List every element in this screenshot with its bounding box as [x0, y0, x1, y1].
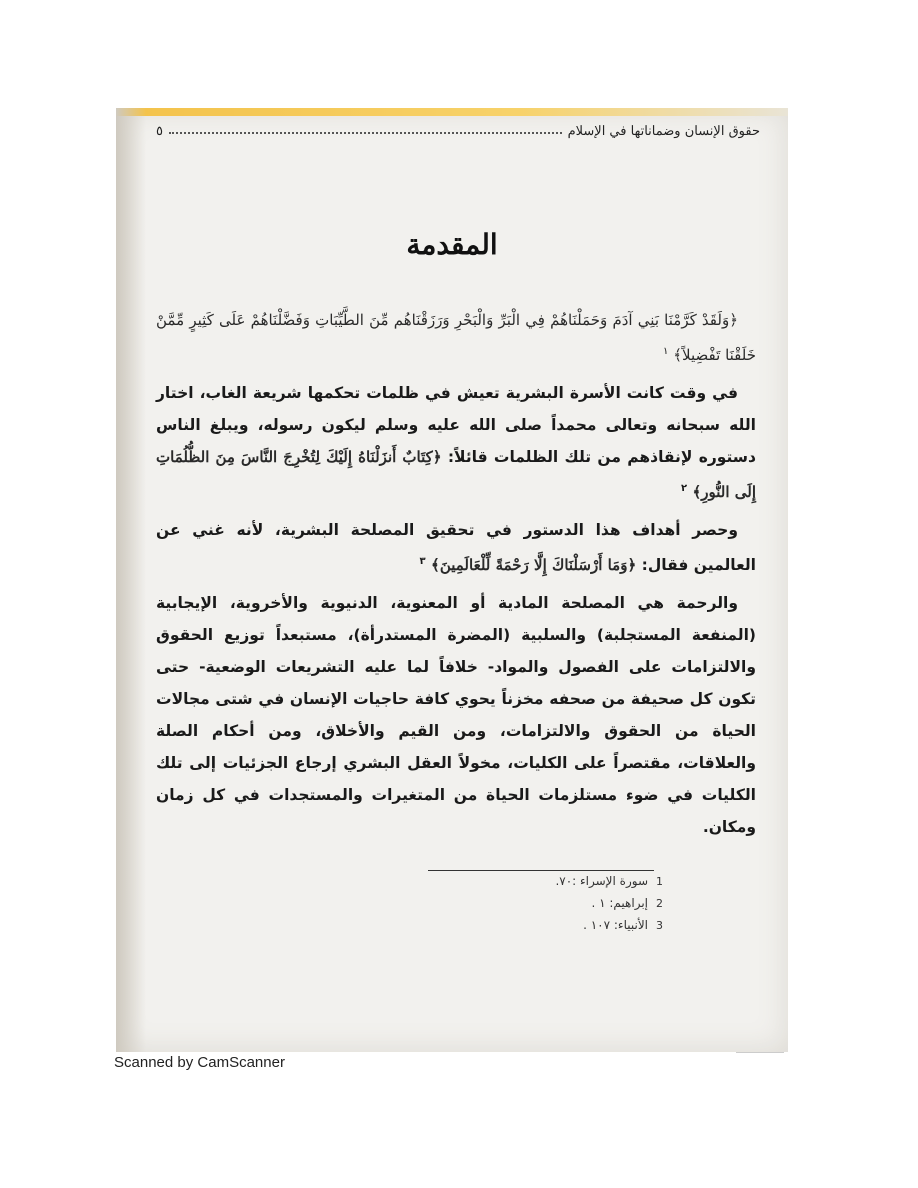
header-dot-leader: [169, 132, 562, 134]
page-heading: المقدمة: [406, 228, 498, 261]
paragraph-2-text: في وقت كانت الأسرة البشرية تعيش في ظلمات تحكمها شريعة الغاب، اختار الله سبحانه وتعالى محمداً صلى الله عليه وسلم ليكون رسوله، ويبلغ الناس دستوره لإنقاذهم من تلك الظلمات قائلاً:: [156, 384, 757, 467]
paragraph-3-text: وحصر أهداف هذا الدستور في تحقيق المصلحة البشرية، لأنه غني عن العالمين فقال:: [156, 521, 756, 575]
paragraph-2: [156, 377, 756, 508]
body-text: [156, 304, 756, 849]
scanned-page: [116, 108, 788, 1052]
footnotes: [496, 866, 666, 932]
footnote-ref-3: ٣: [419, 556, 426, 568]
footnote-3: [496, 910, 666, 932]
quran-quote-2: ﴿كِتَابٌ أَنزَلْنَاهُ إِلَيْكَ لِتُخْرِجَ النَّاسَ مِنَ الظُّلُمَاتِ إِلَى النُّورِ﴾: [156, 448, 756, 502]
header-title: حقوق الإنسان وضماناتها في الإسلام: [567, 123, 760, 139]
paragraph-3: [156, 514, 756, 581]
quran-quote-3: ﴿وَمَا أَرْسَلْنَاكَ إِلَّا رَحْمَةً لِّلْعَالَمِينَ﴾: [431, 556, 637, 575]
scan-artifact-line: [736, 1052, 784, 1053]
scanner-watermark: Scanned by CamScanner: [114, 1054, 285, 1071]
footnote-text: إبراهيم: ١ .: [591, 896, 648, 910]
page-top-edge: [116, 108, 788, 116]
footnote-2: [496, 888, 666, 910]
paragraph-4-text: والرحمة هي المصلحة المادية أو المعنوية، الدنيوية والأخروية، الإيجابية (المنفعة المستجلبة) والسلبية (المضرة المستدرأة)، مستبعداً توزيع الحقوق والالتزامات على الفصول والمواد- خلافاً لما عليه التشريعات الوضعية- حتى تكون كل صحيفة من صحفه مخزناً يحوي كافة حاجيات الإنسان في شتى مجالات الحياة من الحقوق والالتزامات، ومن القيم والأخلاق، ومن أحكام الصلة والعلاقات، مقتصراً على الكليات، مخولاً العقل البشري إرجاع الجزئيات إلى تلك الكليات في ضوء مستلزمات الحياة من المتغيرات والمستجدات في كل زمان ومكان.: [156, 594, 756, 837]
footnote-number: 1: [656, 875, 663, 888]
footnote-number: 2: [656, 897, 663, 910]
quran-quote-1: ﴿وَلَقَدْ كَرَّمْنَا بَنِي آدَمَ وَحَمَلْنَاهُمْ فِي الْبَرِّ وَالْبَحْرِ وَرَزَقْنَاهُم مِّنَ الطَّيِّبَاتِ وَفَضَّلْنَاهُمْ عَلَى كَثِيرٍ مِّمَّنْ خَلَقْنَا تَفْضِيلاً﴾: [156, 311, 756, 365]
footnote-ref-2: ٢: [680, 483, 688, 495]
footnote-ref-1: ١: [662, 346, 669, 357]
running-header: [156, 120, 760, 142]
footnote-text: سورة الإسراء :٧٠.: [555, 874, 648, 888]
paragraph-1: [156, 304, 756, 371]
footnote-text: الأنبياء: ١٠٧ .: [583, 918, 648, 932]
footnote-number: 3: [656, 919, 663, 932]
page-number: ٥: [156, 123, 163, 139]
paragraph-4: [156, 587, 756, 843]
footnote-1: [496, 866, 666, 888]
